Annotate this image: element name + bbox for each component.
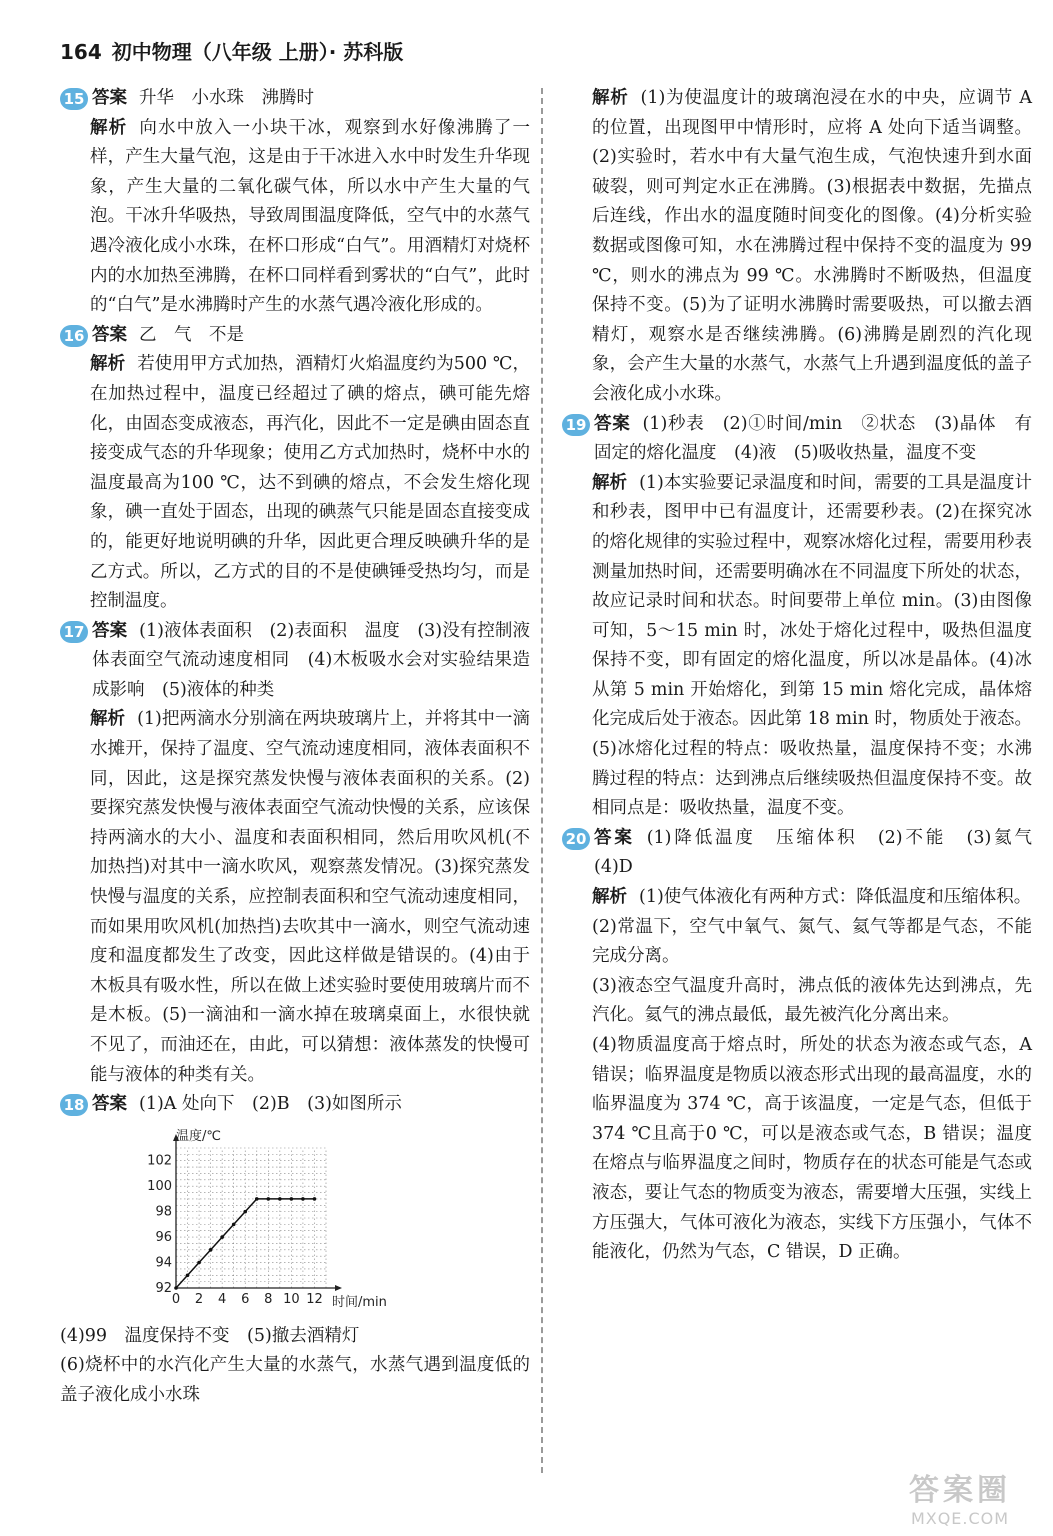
q17-analysis-text: (1)把两滴水分别滴在两块玻璃片上，并将其中一滴水摊开，保持了温度、空气流动速度相同，液体表面积不同，因此，这是探究蒸发快慢与液体表面积的关系。(2)要探究蒸发快慢与液体表面空气流动快慢的关系，应该保持两滴水的大小、温度和表面积相同，然后用吹风机(不加热挡)对其中一滴水吹风，观察蒸发情况。(3)探究蒸发快慢与温度的关系，应控制表面积和空气流动速度相同，而如果用吹风机(加热挡)去吹其中一滴水，则空气流动速度和温度都发生了改变，因此这样做是错误的。(4)由于木板具有吸水性，所以在做上述实验时要使用玻璃片而不是木板。(5)一滴油和一滴水掉在玻璃桌面上，水很快就不见了，而油还在，由此，可以猜想：液体蒸发的快慢可能与液体的种类有关。 [90, 709, 530, 1085]
q15-analysis [60, 114, 530, 321]
left-column [60, 84, 530, 1411]
q17-number-badge: 17 [60, 621, 88, 643]
question-16 [60, 321, 530, 617]
q19-answer [562, 410, 1032, 469]
data-point [174, 1286, 178, 1290]
q20-analysis-2: (2)常温下，空气中氧气、氮气、氦气等都是气态，不能完成分离。 [592, 916, 1032, 967]
q19-analysis-text: (1)本实验要记录温度和时间，需要的工具是温度计和秒表，图甲中已有温度计，还需要秒表。(2)在探究冰的熔化规律的实验过程中，观察冰熔化过程，需要用秒表测量加热时间，还需要明确冰在不同温度下所处的状态，故应记录时间和状态。时间要带上单位 min。(3)由图像可知，5～15 min 时，冰处于熔化过程中，吸热但温度保持不变，即有固定的熔化温度，所以冰是晶体。(4)冰从第 5 min 开始熔化，到第 15 min 熔化完成，晶体熔化完成后处于液态。因此第 18 min 时，物质处于液态。(5)冰熔化过程的特点：吸收热量，温度保持不变；水沸腾过程的特点：达到沸点后继续吸热但温度保持不变。故相同点是：吸收热量，温度不变。 [592, 472, 1032, 819]
page-number: 164 [60, 40, 102, 64]
chart-axes [173, 1134, 342, 1291]
answer-label: 答案 [92, 1094, 127, 1115]
y-tick-label: 92 [155, 1280, 172, 1296]
chart-y-axis-label: 温度/℃ [176, 1128, 221, 1144]
data-point [209, 1248, 213, 1252]
y-tick-label: 102 [147, 1153, 172, 1169]
x-tick-label: 12 [306, 1291, 323, 1307]
q18-answer-continued: (4)99 温度保持不变 (5)撤去酒精灯 [60, 1325, 360, 1346]
chart-grid [176, 1148, 326, 1288]
q18-number-badge: 18 [60, 1094, 88, 1116]
q20-analysis-4: (4)物质温度高于熔点时，所处的状态为液态或气态，A 错误；临界温度是物质以液态形式出现的最高温度，水的临界温度为 374 ℃，高于该温度，一定是气态，但低于 374 ℃且高于0 ℃，可以是液态或气态，B 错误；温度在熔点与临界温度之间时，物质存在的状态可能是气态或液态，要让气态的物质变为液态，需要增大压强，实线上方压强大，气体可液化为液态，实线下方压强小，气体不能液化，仍然为气态，C 错误，D 正确。 [592, 1035, 1032, 1263]
q20-analysis-text-1: (1)使气体液化有两种方式：降低温度和压缩体积。 [639, 887, 1032, 908]
answer-label: 答案 [92, 324, 127, 345]
x-tick-label: 8 [264, 1291, 273, 1307]
analysis-label: 解析 [592, 887, 627, 908]
watermark-logo [880, 1465, 1040, 1528]
chart-ticks [147, 1154, 323, 1307]
q20-number-badge: 20 [562, 828, 590, 850]
watermark-url: MXQE.COM [910, 1509, 1010, 1528]
q16-number-badge: 16 [60, 325, 88, 347]
data-point [186, 1273, 190, 1277]
data-point [220, 1235, 224, 1239]
q15-answer [60, 84, 530, 114]
q16-analysis [60, 350, 530, 616]
question-19 [562, 410, 1032, 824]
y-tick-label: 100 [147, 1178, 172, 1194]
x-tick-label: 4 [218, 1291, 227, 1307]
right-column [562, 84, 1050, 1268]
data-point [197, 1261, 201, 1265]
q17-answer-text: (1)液体表面积 (2)表面积 温度 (3)没有控制液体表面空气流动速度相同 (4)木板吸水会对实验结果造成影响 (5)液体的种类 [92, 620, 530, 700]
chart-x-axis-label: 时间/min [332, 1294, 387, 1310]
q18-analysis-text: (1)为使温度计的玻璃泡浸在水的中央，应调节 A 的位置，出现图甲中情形时，应将 A 处向下适当调整。(2)实验时，若水中有大量气泡生成，气泡快速升到水面破裂，则可判定水正在沸腾。(3)根据表中数据，先描点后连线，作出水的温度随时间变化的图像。(4)分析实验数据或图像可知，水在沸腾过程中保持不变的温度为 99 ℃，则水的沸点为 99 ℃。水沸腾时不断吸热，但温度保持不变。(5)为了证明水沸腾时需要吸热，可以撤去酒精灯，观察水是否继续沸腾。(6)沸腾是剧烈的汽化现象，会产生大量的水蒸气，水蒸气上升遇到温度低的盖子会液化成小水珠。 [592, 88, 1032, 404]
q19-answer-text: (1)秒表 (2)①时间/min ②状态 (3)晶体 有固定的熔化温度 (4)液 (5)吸收热量，温度不变 [594, 413, 1032, 464]
q15-analysis-text: 向水中放入一小块干冰，观察到水好像沸腾了一样，产生大量气泡，这是由于干冰进入水中时发生升华现象，产生大量的二氧化碳气体，所以水中产生大量的气泡。干冰升华吸热，导致周围温度降低，空气中的水蒸气遇冷液化成小水珠，在杯口形成“白气”。用酒精灯对烧杯内的水加热至沸腾，在杯口同样看到雾状的“白气”，此时的“白气”是水沸腾时产生的水蒸气遇冷液化形成的。 [90, 117, 531, 316]
question-15 [60, 84, 530, 321]
answer-label: 答案 [92, 88, 127, 108]
q20-analysis-3: (3)液态空气温度升高时，沸点低的液体先达到沸点，先汽化。氦气的沸点最低，最先被汽化分离出来。 [592, 975, 1032, 1026]
question-17 [60, 617, 530, 1091]
question-20 [562, 824, 1050, 1268]
analysis-label: 解析 [90, 117, 128, 138]
q18-analysis [562, 84, 1032, 410]
x-tick-label: 0 [171, 1291, 181, 1307]
q17-answer [60, 617, 530, 706]
question-18-analysis [562, 84, 1032, 410]
book-title: 初中物理（八年级 上册）· 苏科版 [111, 40, 404, 64]
data-point [301, 1197, 305, 1201]
q16-answer-text: 乙 气 不是 [139, 324, 244, 345]
data-point [278, 1197, 282, 1201]
data-point [255, 1197, 259, 1201]
data-point [313, 1197, 317, 1201]
analysis-label: 解析 [592, 88, 629, 108]
q15-number-badge: 15 [60, 88, 88, 110]
watermark-text: 答案圈 [909, 1473, 1011, 1508]
chart-svg [146, 1126, 396, 1316]
y-tick-label: 98 [155, 1204, 172, 1220]
x-tick-label: 10 [283, 1291, 300, 1307]
column-divider [541, 88, 543, 1473]
q20-analysis-1 [562, 883, 1032, 913]
q18-answer [60, 1090, 530, 1120]
x-tick-label: 6 [241, 1291, 250, 1307]
x-tick-label: 2 [194, 1291, 204, 1307]
q15-answer-text: 升华 小水珠 沸腾时 [139, 88, 314, 108]
q17-analysis [60, 705, 530, 1090]
boiling-temperature-chart [146, 1126, 530, 1320]
question-18 [60, 1090, 530, 1410]
analysis-label: 解析 [90, 709, 126, 730]
analysis-label: 解析 [592, 472, 628, 493]
data-point [232, 1222, 236, 1226]
page-header [60, 36, 403, 65]
data-point [243, 1210, 247, 1214]
y-tick-label: 96 [155, 1229, 172, 1245]
answer-label: 答案 [594, 827, 635, 848]
q20-answer-text: (1)降低温度 压缩体积 (2)不能 (3)氦气 (4)D [594, 827, 1050, 878]
q19-number-badge: 19 [562, 414, 590, 436]
q20-answer [562, 824, 1050, 883]
data-point [267, 1197, 271, 1201]
q18-answer-continued-2: (6)烧杯中的水汽化产生大量的水蒸气，水蒸气遇到温度低的盖子液化成小水珠 [60, 1355, 530, 1405]
q16-analysis-text: 若使用甲方式加热，酒精灯火焰温度约为500 ℃，在加热过程中，温度已经超过了碘的熔点，碘可能先熔化，由固态变成液态，再汽化，因此不一定是碘由固态直接变成气态的升华现象；使用乙方式加热时，烧杯中水的温度最高为100 ℃，达不到碘的熔点，不会发生熔化现象，碘一直处于固态，出现的碘蒸气只能是固态直接变成的，能更好地说明碘的升华，因此更合理反映碘升华的是乙方式。所以，乙方式的目的不是使碘锤受热均匀，而是控制温度。 [90, 354, 531, 612]
answer-label: 答案 [92, 620, 128, 641]
q16-answer [60, 321, 530, 351]
answer-label: 答案 [594, 413, 631, 434]
data-point [290, 1197, 294, 1201]
q19-analysis [562, 469, 1032, 824]
q18-answer-text: (1)A 处向下 (2)B (3)如图所示 [139, 1094, 402, 1115]
y-tick-label: 94 [155, 1255, 172, 1271]
x-axis-arrow [335, 1285, 342, 1291]
analysis-label: 解析 [90, 354, 126, 375]
